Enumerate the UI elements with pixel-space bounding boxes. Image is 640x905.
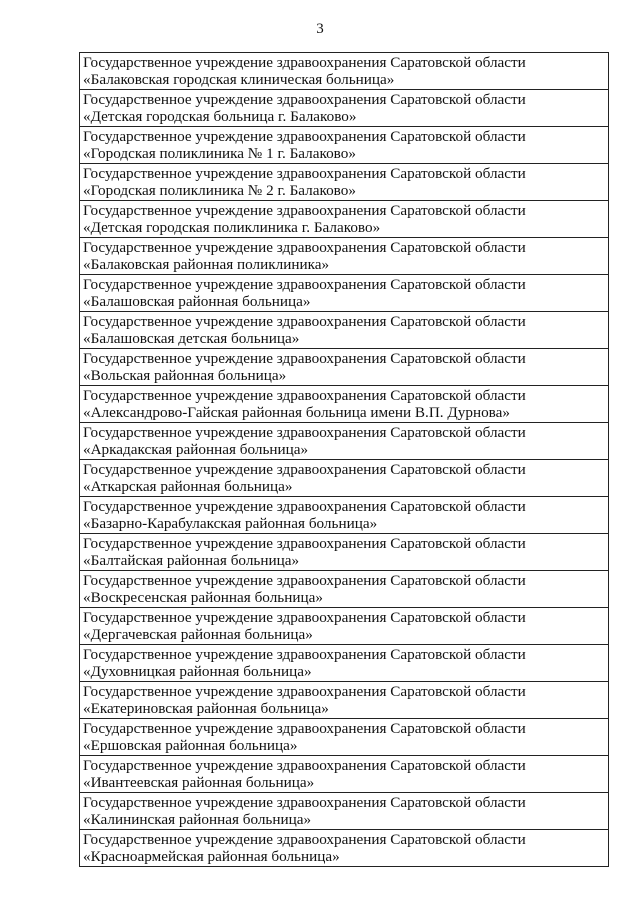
institution-name: «Балашовская районная больница» — [83, 293, 311, 310]
institution-type: Государственное учреждение здравоохранения Саратовской области — [83, 424, 526, 441]
table-cell — [80, 497, 609, 534]
institution-type: Государственное учреждение здравоохранения Саратовской области — [83, 683, 526, 700]
table-cell — [80, 719, 609, 756]
table-row — [80, 608, 609, 645]
institution-name: «Балаковская районная поликлиника» — [83, 256, 330, 273]
table-row — [80, 534, 609, 571]
table-cell — [80, 386, 609, 423]
table-row — [80, 571, 609, 608]
table-row — [80, 238, 609, 275]
table-row — [80, 127, 609, 164]
institution-name: «Духовницкая районная больница» — [83, 663, 312, 680]
institution-name: «Балтайская районная больница» — [83, 552, 300, 569]
page-number: 3 — [316, 21, 324, 37]
table-row — [80, 719, 609, 756]
table-row — [80, 423, 609, 460]
institution-name: «Калининская районная больница» — [83, 811, 312, 828]
table-cell — [80, 460, 609, 497]
institution-type: Государственное учреждение здравоохранения Саратовской области — [83, 757, 526, 774]
institution-type: Государственное учреждение здравоохранения Саратовской области — [83, 276, 526, 293]
institution-type: Государственное учреждение здравоохранения Саратовской области — [83, 128, 526, 145]
table-cell — [80, 275, 609, 312]
table-cell — [80, 164, 609, 201]
institution-type: Государственное учреждение здравоохранения Саратовской области — [83, 535, 526, 552]
institution-type: Государственное учреждение здравоохранения Саратовской области — [83, 387, 526, 404]
table-row — [80, 645, 609, 682]
table-row — [80, 275, 609, 312]
institution-name: «Воскресенская районная больница» — [83, 589, 323, 606]
institution-name: «Ивантеевская районная больница» — [83, 774, 315, 791]
institution-name: «Красноармейская районная больница» — [83, 848, 340, 865]
table-cell — [80, 201, 609, 238]
institution-type: Государственное учреждение здравоохранения Саратовской области — [83, 498, 526, 515]
table-cell — [80, 238, 609, 275]
table-cell — [80, 793, 609, 830]
institution-type: Государственное учреждение здравоохранения Саратовской области — [83, 91, 526, 108]
institution-type: Государственное учреждение здравоохранения Саратовской области — [83, 313, 526, 330]
table-cell — [80, 127, 609, 164]
table-row — [80, 164, 609, 201]
institution-type: Государственное учреждение здравоохранения Саратовской области — [83, 54, 526, 71]
institution-type: Государственное учреждение здравоохранения Саратовской области — [83, 831, 526, 848]
table-cell — [80, 90, 609, 127]
table-row — [80, 53, 609, 90]
table-cell — [80, 645, 609, 682]
institution-name: «Балашовская детская больница» — [83, 330, 300, 347]
table-cell — [80, 423, 609, 460]
institution-name: «Городская поликлиника № 1 г. Балаково» — [83, 145, 356, 162]
institution-name: «Балаковская городская клиническая больница» — [83, 71, 395, 88]
institution-type: Государственное учреждение здравоохранения Саратовской области — [83, 239, 526, 256]
table-cell — [80, 682, 609, 719]
institution-type: Государственное учреждение здравоохранения Саратовской области — [83, 572, 526, 589]
table-cell — [80, 571, 609, 608]
institutions-table — [79, 52, 609, 867]
institution-type: Государственное учреждение здравоохранения Саратовской области — [83, 794, 526, 811]
table-cell — [80, 534, 609, 571]
table-row — [80, 793, 609, 830]
institution-name: «Аркадакская районная больница» — [83, 441, 309, 458]
table-row — [80, 497, 609, 534]
institution-type: Государственное учреждение здравоохранения Саратовской области — [83, 350, 526, 367]
institution-name: «Екатериновская районная больница» — [83, 700, 329, 717]
institution-name: «Дергачевская районная больница» — [83, 626, 313, 643]
table-cell — [80, 349, 609, 386]
table-row — [80, 682, 609, 719]
table-cell — [80, 830, 609, 867]
table-row — [80, 756, 609, 793]
institution-type: Государственное учреждение здравоохранения Саратовской области — [83, 202, 526, 219]
institution-type: Государственное учреждение здравоохранения Саратовской области — [83, 720, 526, 737]
institution-name: «Городская поликлиника № 2 г. Балаково» — [83, 182, 356, 199]
table-row — [80, 830, 609, 867]
institution-name: «Детская городская поликлиника г. Балаково» — [83, 219, 381, 236]
institution-type: Государственное учреждение здравоохранения Саратовской области — [83, 646, 526, 663]
institutions-table-body — [80, 53, 609, 867]
table-row — [80, 460, 609, 497]
institution-name: «Аткарская районная больница» — [83, 478, 293, 495]
table-cell — [80, 756, 609, 793]
table-row — [80, 201, 609, 238]
table-cell — [80, 53, 609, 90]
institution-type: Государственное учреждение здравоохранения Саратовской области — [83, 461, 526, 478]
institution-name: «Детская городская больница г. Балаково» — [83, 108, 357, 125]
table-row — [80, 312, 609, 349]
table-cell — [80, 608, 609, 645]
institution-name: «Базарно-Карабулакская районная больница» — [83, 515, 378, 532]
institution-type: Государственное учреждение здравоохранения Саратовской области — [83, 165, 526, 182]
table-row — [80, 349, 609, 386]
table-row — [80, 386, 609, 423]
institution-type: Государственное учреждение здравоохранения Саратовской области — [83, 609, 526, 626]
institution-name: «Александрово-Гайская районная больница имени В.П. Дурнова» — [83, 404, 510, 421]
table-row — [80, 90, 609, 127]
table-cell — [80, 312, 609, 349]
institution-name: «Ершовская районная больница» — [83, 737, 298, 754]
institution-name: «Вольская районная больница» — [83, 367, 287, 384]
